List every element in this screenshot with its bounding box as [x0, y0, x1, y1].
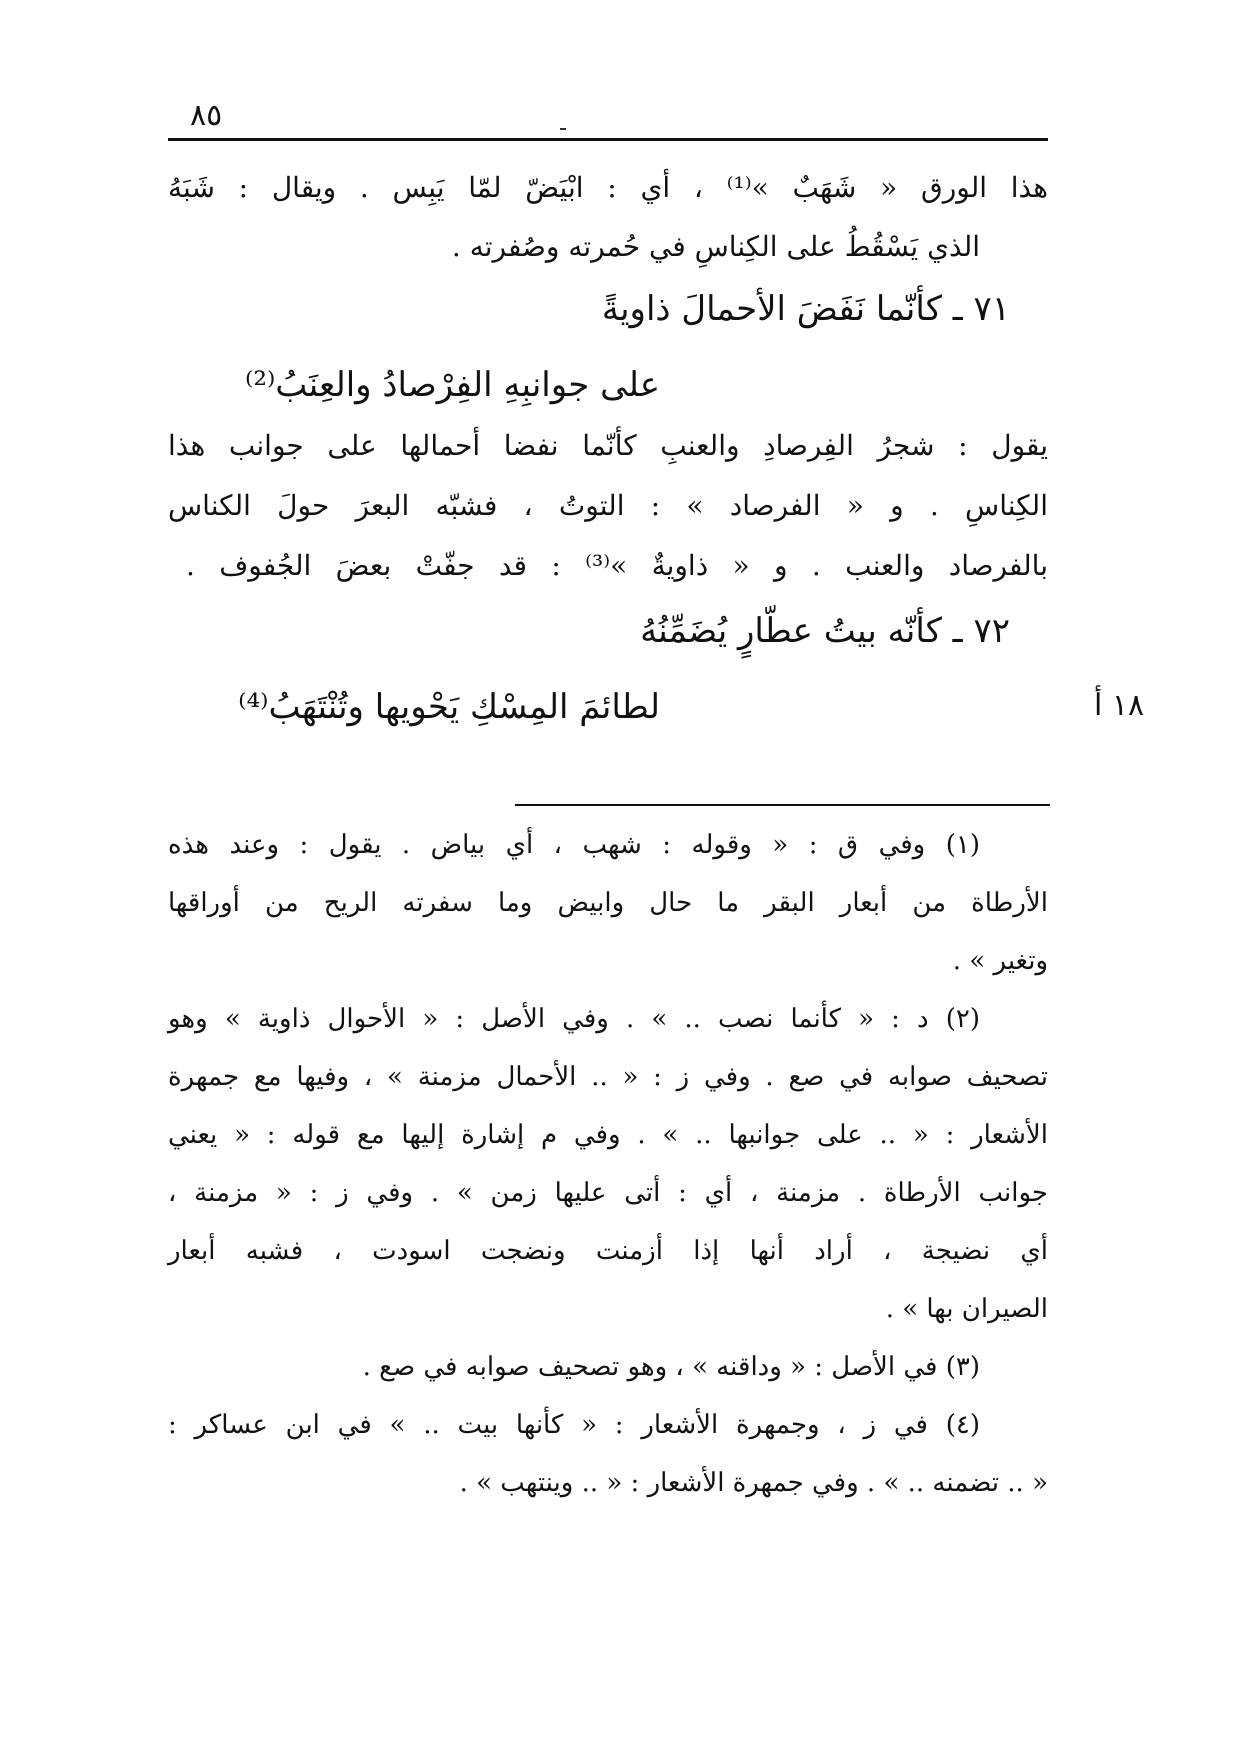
verse-71-second-hemistich: على جوانبِهِ الفِرْصادُ والعِنَبُ⁽²⁾: [244, 365, 660, 405]
footnote-line-11: (٤) في ز ، وجمهرة الأشعار : « كأنها بيت .. » في ابن عساكر :: [168, 1410, 980, 1440]
footnote-line-12: « .. تضمنه .. » . وفي جمهرة الأشعار : « .. وينتهب » .: [459, 1468, 1048, 1498]
margin-folio-note: ١٨ أ: [1094, 688, 1145, 723]
main-line-5: يقول : شجرُ الفِرصادِ والعنبِ كأنّما نفضا أحمالها على جوانب هذا: [168, 429, 1048, 462]
verse-72-second-hemistich: لطائمَ المِسْكِ يَحْويها وتُنْتَهَبُ⁽⁴⁾: [238, 687, 660, 727]
footnote-line-6: الأشعار : « .. على جوانبها .. » . وفي م إشارة إليها مع قوله : « يعني: [168, 1120, 1048, 1150]
footnote-line-5: تصحيف صوابه في صع . وفي ز : « .. الأحمال مزمنة » ، وفيها مع جمهرة: [168, 1062, 1048, 1092]
main-line-7: بالفرصاد والعنب . و « ذاويةٌ »⁽³⁾ : قد جفّتْ بعضَ الجُفوف .: [186, 549, 1048, 582]
main-line-2: الذي يَسْقُطُ على الكِناسِ في حُمرته وصُفرته .: [451, 230, 980, 263]
header-rule: [168, 138, 1048, 141]
footnote-line-9: الصيران بها » .: [885, 1294, 1048, 1324]
footnote-rule: [515, 804, 1050, 806]
footnote-line-8: أي نضيجة ، أراد أنها إذا أزمنت ونضجت اسودت ، فشبه أبعار: [168, 1236, 1048, 1266]
footnote-line-1: (١) وفي ق : « وقوله : شهب ، أي بياض . يقول : وعند هذه: [168, 830, 980, 860]
verse-71-first-hemistich: ٧١ ـ كأنّما نَفَضَ الأحمالَ ذاويةً: [601, 289, 1010, 329]
footnote-line-3: وتغير » .: [952, 946, 1048, 976]
footnote-line-7: جوانب الأرطاة . مزمنة ، أي : أتى عليها زمن » . وفي ز : « مزمنة ،: [168, 1178, 1048, 1208]
main-line-1: هذا الورق « شَهَبٌ »⁽¹⁾ ، أي : ابْيَضّ لمّا يَبِس . ويقال : شَبَهُ: [168, 171, 1048, 204]
main-line-6: الكِناسِ . و « الفرصاد » : التوتُ ، فشبّه البعرَ حولَ الكناس: [168, 489, 1048, 522]
printer-mark: [560, 128, 566, 130]
page-number: ٨٥: [190, 98, 223, 133]
verse-72-first-hemistich: ٧٢ ـ كأنّه بيتُ عطّارٍ يُضَمِّنُهُ: [640, 611, 1010, 651]
footnote-line-2: الأرطاة من أبعار البقر ما حال وابيض وما سفرته الريح من أوراقها: [168, 888, 1048, 918]
footnote-line-4: (٢) د : « كأنما نصب .. » . وفي الأصل : « الأحوال ذاوية » وهو: [168, 1004, 980, 1034]
footnote-line-10: (٣) في الأصل : « وداقنه » ، وهو تصحيف صوابه في صع .: [362, 1352, 980, 1382]
